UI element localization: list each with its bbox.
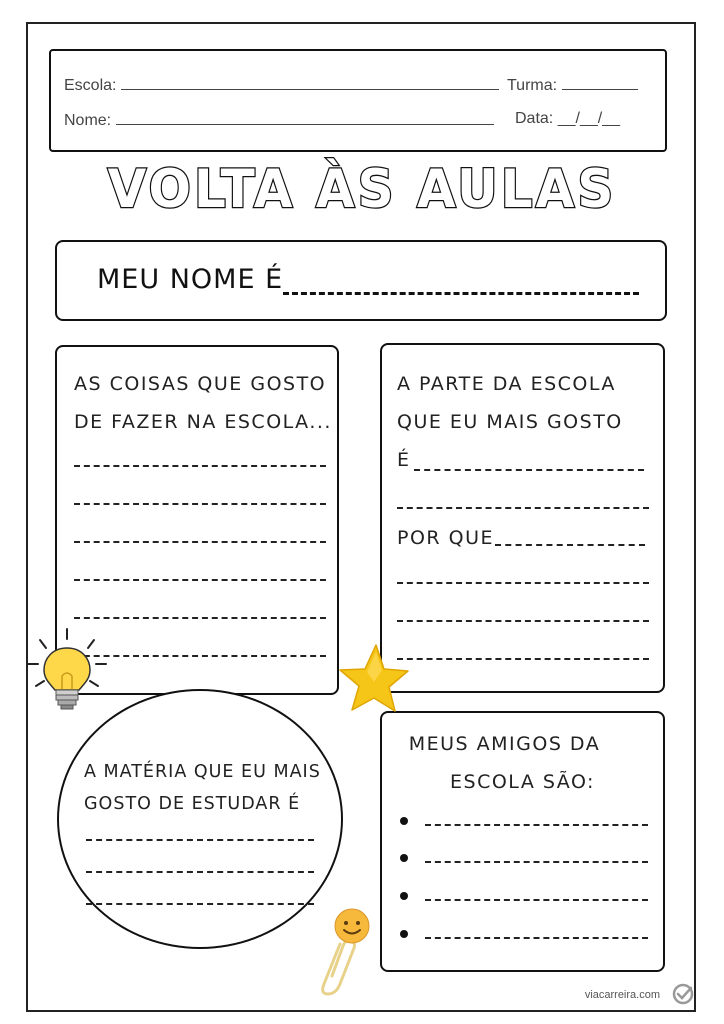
friend-answer-line[interactable] — [425, 937, 648, 939]
answer-line[interactable] — [74, 541, 326, 543]
answer-line[interactable] — [397, 582, 649, 584]
bullet — [400, 892, 408, 900]
bullet — [400, 930, 408, 938]
turma-field[interactable] — [562, 75, 638, 90]
friends-line2: ESCOLA SÃO: — [450, 771, 595, 793]
answer-line[interactable] — [74, 503, 326, 505]
star-icon — [336, 642, 410, 714]
favorite-place-box — [380, 343, 665, 693]
answer-line[interactable] — [74, 579, 326, 581]
footer-brand — [585, 989, 660, 1001]
data-row — [515, 110, 620, 128]
friends-box — [380, 711, 665, 972]
answer-line[interactable] — [74, 617, 326, 619]
data-field[interactable]: __/__/__ — [557, 110, 620, 127]
answer-line[interactable] — [397, 620, 649, 622]
friend-answer-line[interactable] — [425, 899, 648, 901]
turma-row — [507, 75, 638, 95]
page-title: VOLTA ÀS AULAS — [107, 158, 617, 220]
activities-line2: DE FAZER NA ESCOLA... — [74, 411, 332, 433]
data-label: Data: — [515, 110, 554, 127]
name-label: MEU NOME É — [97, 264, 284, 295]
answer-line[interactable] — [86, 903, 314, 905]
viacarreira-check-icon — [671, 982, 695, 1006]
nome-field[interactable] — [116, 110, 494, 125]
brand-text: viacarreira.com — [584, 989, 660, 1001]
escola-row — [64, 75, 499, 95]
escola-field[interactable] — [121, 75, 499, 90]
nome-label: Nome: — [64, 112, 112, 129]
place-line2: QUE EU MAIS GOSTO — [397, 411, 623, 433]
escola-label: Escola: — [64, 77, 117, 94]
name-box — [55, 240, 667, 321]
favorite-subject-circle — [57, 689, 343, 949]
smiley-paperclip-icon — [310, 904, 382, 996]
answer-line[interactable] — [86, 839, 314, 841]
bullet — [400, 817, 408, 825]
answer-line[interactable] — [397, 658, 649, 660]
answer-line[interactable] — [397, 507, 649, 509]
name-answer-line[interactable] — [283, 292, 639, 295]
subject-line1: A MATÉRIA QUE EU MAIS — [84, 762, 321, 782]
friend-answer-line[interactable] — [425, 861, 648, 863]
place-line3: É — [397, 449, 411, 471]
friend-answer-line[interactable] — [425, 824, 648, 826]
nome-row — [64, 110, 494, 130]
header-box — [49, 49, 667, 152]
lightbulb-icon — [22, 626, 112, 718]
subject-line2: GOSTO DE ESTUDAR É — [84, 794, 301, 814]
answer-line[interactable] — [86, 871, 314, 873]
friends-line1: MEUS AMIGOS DA — [408, 733, 601, 755]
bullet — [400, 854, 408, 862]
answer-line[interactable] — [414, 469, 644, 471]
answer-line[interactable] — [74, 465, 326, 467]
activities-line1: AS COISAS QUE GOSTO — [74, 373, 327, 395]
place-line1: A PARTE DA ESCOLA — [397, 373, 616, 395]
why-label: POR QUE — [397, 527, 495, 549]
answer-line[interactable] — [495, 544, 645, 546]
turma-label: Turma: — [507, 77, 558, 94]
